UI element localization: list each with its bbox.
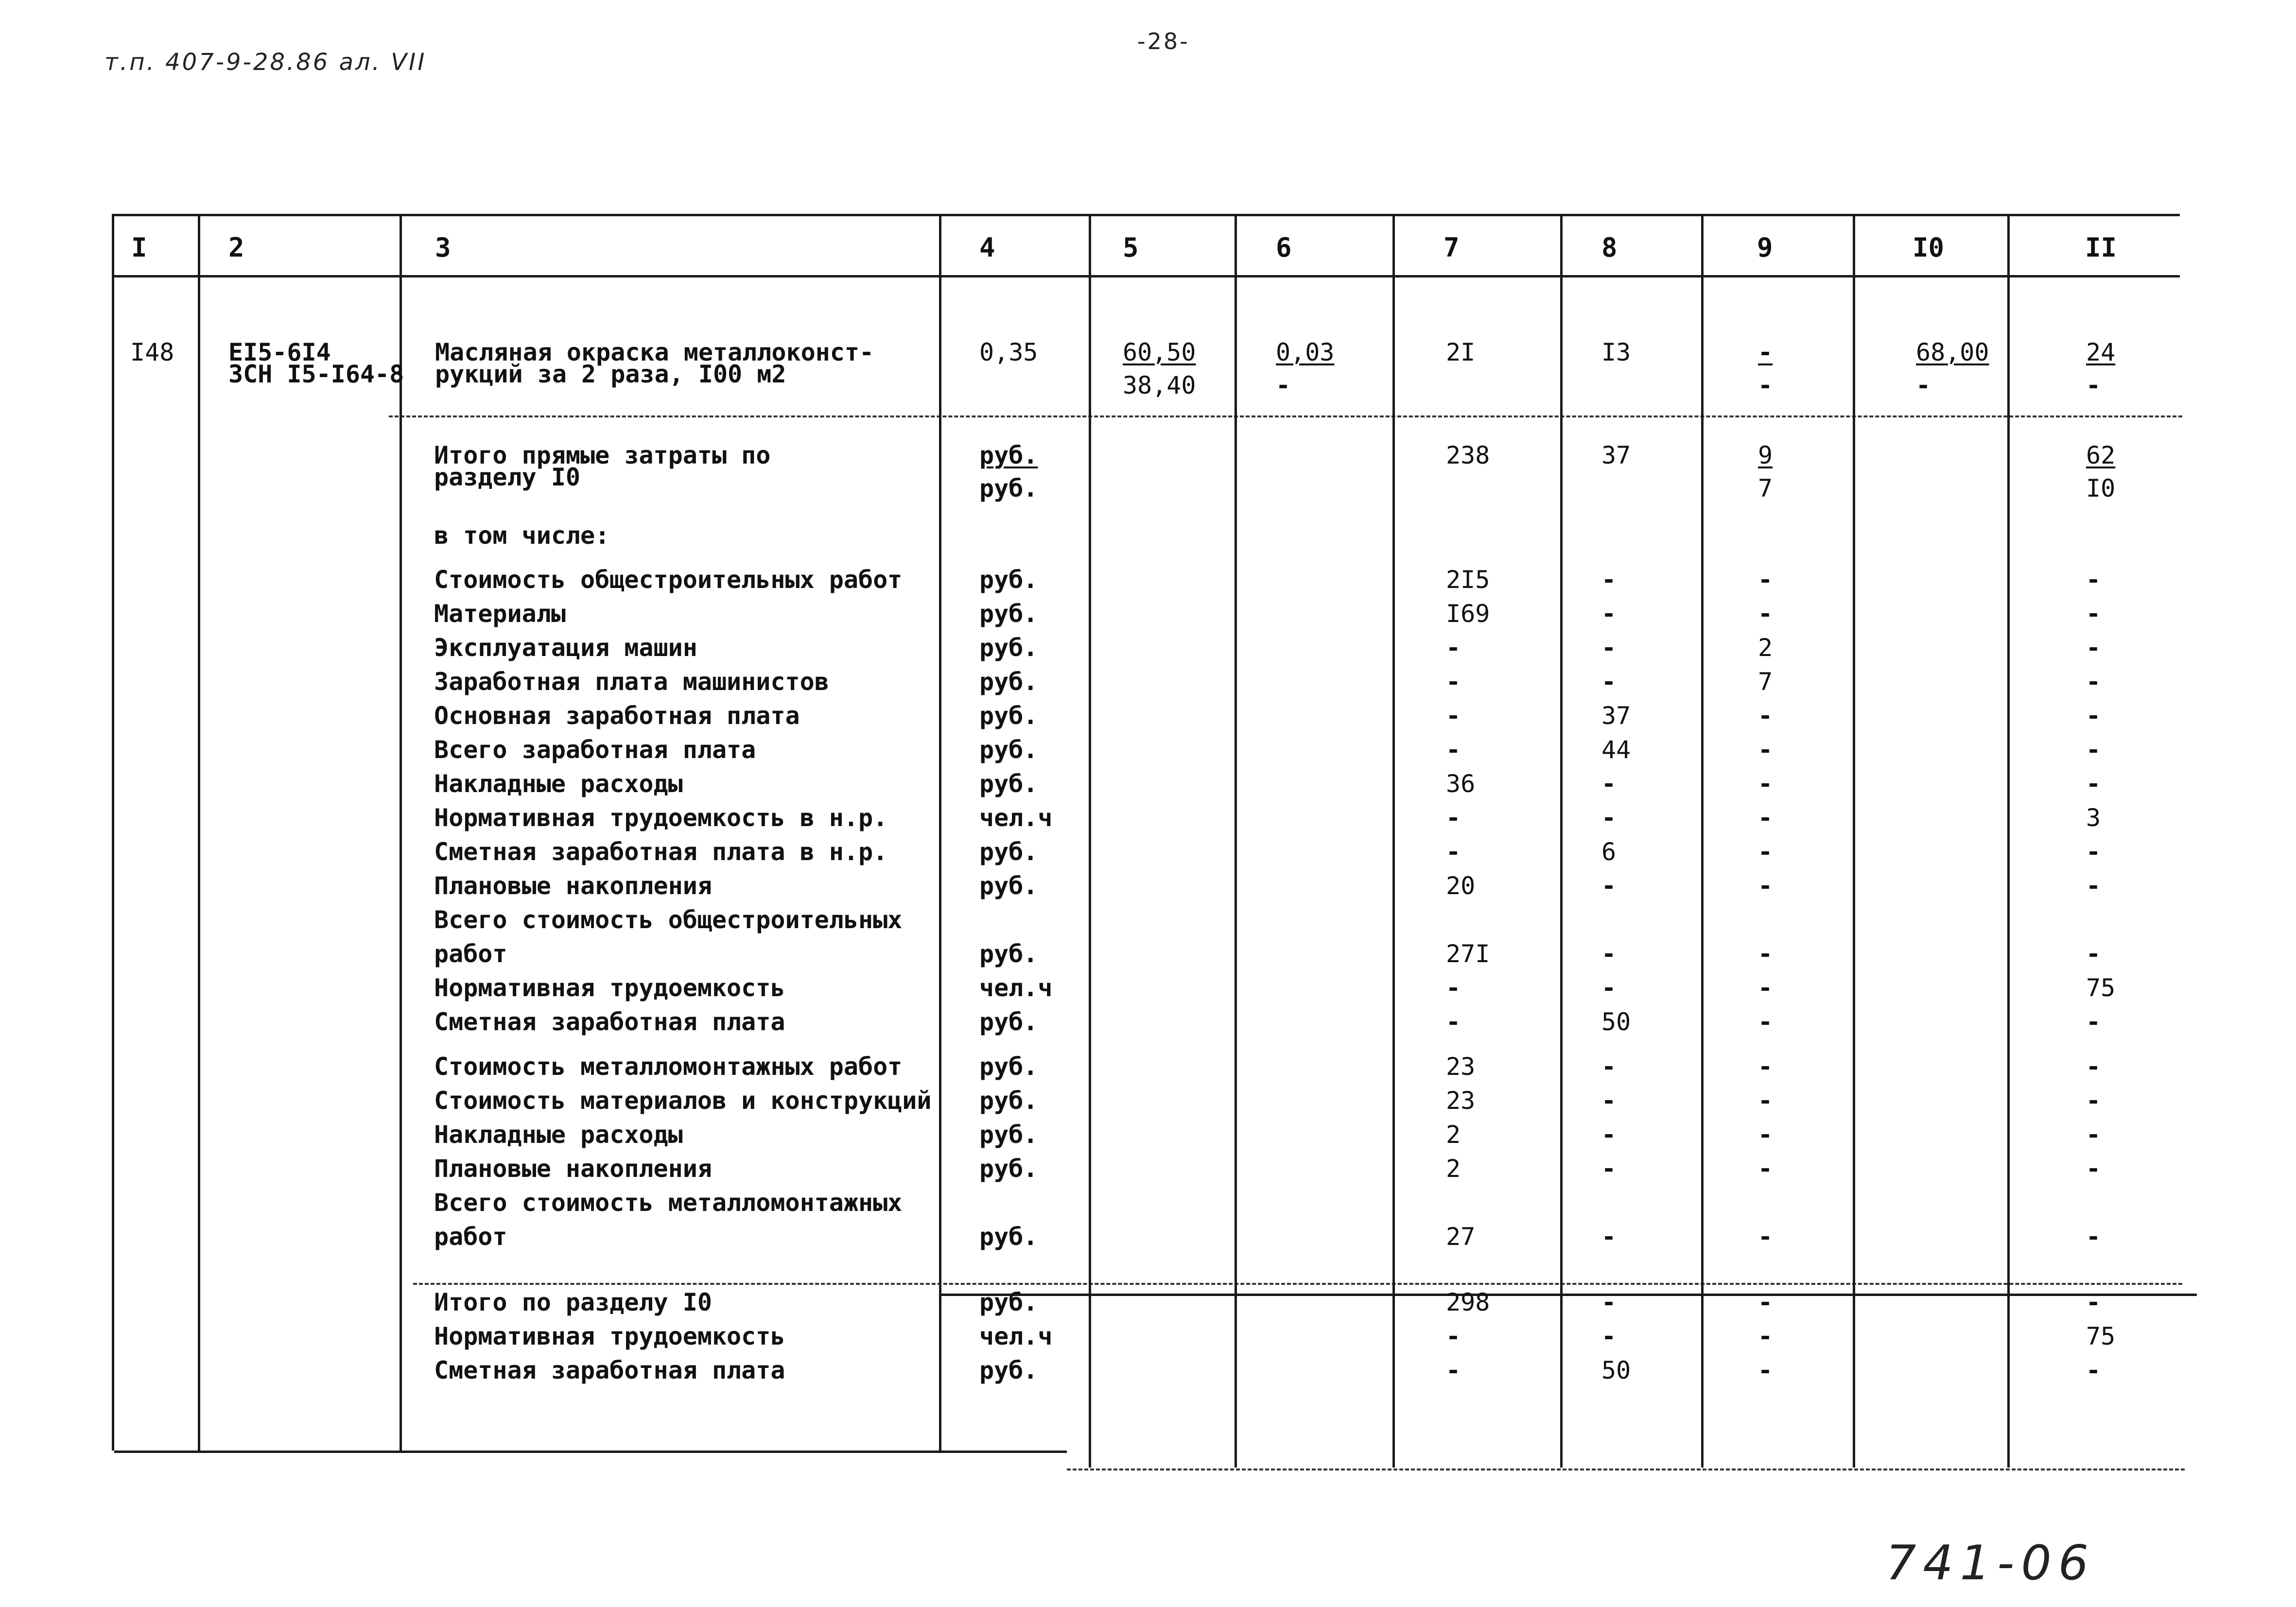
direct-costs-col11-bottom: I0 xyxy=(2086,474,2116,502)
row-unit: чел.ч xyxy=(979,974,1053,1002)
table-top-border xyxy=(112,214,2180,216)
row-col9: - xyxy=(1758,1087,1773,1115)
row-col9: - xyxy=(1758,872,1773,900)
row-col8: - xyxy=(1601,600,1617,628)
row-unit: руб. xyxy=(979,1008,1038,1036)
row-col7: - xyxy=(1446,1356,1461,1384)
item-code-2: ЗСН I5-I64-8 xyxy=(228,360,404,388)
row-col9: - xyxy=(1758,702,1773,730)
row-col8: - xyxy=(1601,804,1617,832)
col-border-2 xyxy=(400,214,402,1451)
row-col7: - xyxy=(1446,838,1461,866)
item-col11-bottom: - xyxy=(2086,371,2101,399)
row-label: Накладные расходы xyxy=(434,1121,683,1149)
row-col8: 50 xyxy=(1601,1008,1631,1036)
row-col8: - xyxy=(1601,668,1617,696)
row-col11: - xyxy=(2086,872,2101,900)
row-label: Нормативная трудоемкость xyxy=(434,1322,785,1350)
row-col7: 2 xyxy=(1446,1155,1461,1183)
row-unit: чел.ч xyxy=(979,804,1053,832)
row-col9: - xyxy=(1758,804,1773,832)
row-unit: руб. xyxy=(979,1356,1038,1384)
row-col9: - xyxy=(1758,1288,1773,1316)
row-col11: - xyxy=(2086,702,2101,730)
row-col8: - xyxy=(1601,1121,1617,1149)
row-col9: - xyxy=(1758,736,1773,764)
item-col5-bottom: 38,40 xyxy=(1123,371,1196,399)
row-col11: - xyxy=(2086,1356,2101,1384)
item-description-1: Масляная окраска металлоконст- xyxy=(435,338,874,366)
row-col7: 36 xyxy=(1446,770,1476,798)
row-col9: - xyxy=(1758,1121,1773,1149)
direct-costs-col9-top: 9 xyxy=(1758,441,1773,469)
row-col8: - xyxy=(1601,566,1617,594)
row-col9: - xyxy=(1758,940,1773,968)
row-col8: - xyxy=(1601,872,1617,900)
row-col11: - xyxy=(2086,838,2101,866)
table-bottom-border xyxy=(114,1451,1067,1453)
row-col9: - xyxy=(1758,1008,1773,1036)
subtotal-separator xyxy=(413,1283,2182,1285)
row-unit: руб. xyxy=(979,600,1038,628)
row-col8: - xyxy=(1601,1155,1617,1183)
row-col8: - xyxy=(1601,940,1617,968)
row-col7: 23 xyxy=(1446,1087,1476,1115)
row-col11: 75 xyxy=(2086,974,2116,1002)
archive-number: 741-06 xyxy=(1886,1536,2096,1591)
row-col9: 7 xyxy=(1758,668,1773,696)
row-label: Нормативная трудоемкость xyxy=(434,974,785,1002)
row-col11: - xyxy=(2086,1223,2101,1251)
item-number: I48 xyxy=(130,338,174,366)
row-col7: - xyxy=(1446,736,1461,764)
col-header-3: 3 xyxy=(435,232,451,263)
row-col11: - xyxy=(2086,1121,2101,1149)
row-col11: - xyxy=(2086,1008,2101,1036)
row-label: Плановые накопления xyxy=(434,1155,712,1183)
row-unit: руб. xyxy=(979,872,1038,900)
row-col8: 50 xyxy=(1601,1356,1631,1384)
row-unit: руб. xyxy=(979,838,1038,866)
row-col9: - xyxy=(1758,1356,1773,1384)
col-border-1 xyxy=(198,214,200,1451)
row-label: Материалы xyxy=(434,600,566,628)
row-label: Стоимость металломонтажных работ xyxy=(434,1053,903,1081)
row-col7: - xyxy=(1446,974,1461,1002)
row-unit: руб. xyxy=(979,736,1038,764)
row-col11: - xyxy=(2086,1155,2101,1183)
row-col9: - xyxy=(1758,1223,1773,1251)
row-col8: - xyxy=(1601,1087,1617,1115)
row-col8: 6 xyxy=(1601,838,1617,866)
col-header-6: 6 xyxy=(1276,232,1292,263)
col-header-2: 2 xyxy=(228,232,244,263)
col-border-5 xyxy=(1235,214,1237,1468)
col-header-7: 7 xyxy=(1444,232,1460,263)
row-label: Нормативная трудоемкость в н.р. xyxy=(434,804,888,832)
row-col7: - xyxy=(1446,668,1461,696)
row-col7: 23 xyxy=(1446,1053,1476,1081)
col-border-9 xyxy=(1853,214,1855,1468)
row-col8: - xyxy=(1601,1053,1617,1081)
row-col7: 27 xyxy=(1446,1223,1476,1251)
row-col11: - xyxy=(2086,1288,2101,1316)
row-unit: руб. xyxy=(979,940,1038,968)
row-col11: - xyxy=(2086,634,2101,662)
total-metal-label-2: работ xyxy=(434,1223,507,1251)
row-col7: - xyxy=(1446,634,1461,662)
row-unit: руб. xyxy=(979,1223,1038,1251)
total-general-label-1: Всего стоимость общестроительных xyxy=(434,906,903,934)
item-col9-top: - xyxy=(1758,338,1773,366)
total-metal-label-1: Всего стоимость металломонтажных xyxy=(434,1189,903,1217)
col-border-8 xyxy=(1701,214,1704,1468)
row-unit: руб. xyxy=(979,634,1038,662)
direct-costs-unit-1: руб. xyxy=(979,441,1038,469)
col-header-5: 5 xyxy=(1123,232,1139,263)
row-col8: - xyxy=(1601,1223,1617,1251)
col-border-10 xyxy=(2007,214,2010,1468)
row-col7: 27I xyxy=(1446,940,1490,968)
row-col9: 2 xyxy=(1758,634,1773,662)
col-header-8: 8 xyxy=(1601,232,1618,263)
item-code-1: EI5-6I4 xyxy=(228,338,331,366)
row-col9: - xyxy=(1758,1155,1773,1183)
item-col6-bottom: - xyxy=(1276,371,1291,399)
col-border-0 xyxy=(112,214,114,1451)
row-unit: руб. xyxy=(979,702,1038,730)
item-col8: I3 xyxy=(1601,338,1631,366)
page-number: -28- xyxy=(1137,28,1190,54)
item-col10-top: 68,00 xyxy=(1916,338,1989,366)
row-unit: руб. xyxy=(979,1053,1038,1081)
item-col11-top: 24 xyxy=(2086,338,2116,366)
item-separator xyxy=(389,415,2182,417)
row-col9: - xyxy=(1758,838,1773,866)
row-col7: - xyxy=(1446,804,1461,832)
row-unit: руб. xyxy=(979,566,1038,594)
row-col8: - xyxy=(1601,974,1617,1002)
row-col7: 2I5 xyxy=(1446,566,1490,594)
row-col11: 75 xyxy=(2086,1322,2116,1350)
row-col8: 37 xyxy=(1601,702,1631,730)
col-border-3 xyxy=(939,214,941,1451)
row-col8: - xyxy=(1601,1322,1617,1350)
row-label: Основная заработная плата xyxy=(434,702,800,730)
row-col7: I69 xyxy=(1446,600,1490,628)
row-col9: - xyxy=(1758,1322,1773,1350)
row-col7: 2 xyxy=(1446,1121,1461,1149)
item-col4: 0,35 xyxy=(979,338,1038,366)
item-description-2: рукций за 2 раза, I00 м2 xyxy=(435,360,786,388)
row-col7: - xyxy=(1446,702,1461,730)
direct-costs-col8: 37 xyxy=(1601,441,1631,469)
row-label: Заработная плата машинистов xyxy=(434,668,829,696)
row-label: Всего заработная плата xyxy=(434,736,756,764)
row-label: Итого по разделу I0 xyxy=(434,1288,712,1316)
row-unit: руб. xyxy=(979,1087,1038,1115)
row-col11: - xyxy=(2086,668,2101,696)
row-col9: - xyxy=(1758,770,1773,798)
direct-costs-col11-top: 62 xyxy=(2086,441,2116,469)
row-unit: руб. xyxy=(979,1155,1038,1183)
row-unit: чел.ч xyxy=(979,1322,1053,1350)
row-col7: - xyxy=(1446,1008,1461,1036)
row-col7: 20 xyxy=(1446,872,1476,900)
item-col6-top: 0,03 xyxy=(1276,338,1335,366)
col-header-9: 9 xyxy=(1757,232,1773,263)
row-label: Стоимость материалов и конструкций xyxy=(434,1087,932,1115)
col-border-7 xyxy=(1560,214,1563,1468)
row-label: Плановые накопления xyxy=(434,872,712,900)
total-general-label-2: работ xyxy=(434,940,507,968)
row-col9: - xyxy=(1758,600,1773,628)
row-col11: - xyxy=(2086,1087,2101,1115)
row-col11: - xyxy=(2086,1053,2101,1081)
row-col9: - xyxy=(1758,1053,1773,1081)
row-label: Эксплуатация машин xyxy=(434,634,697,662)
row-unit: руб. xyxy=(979,1121,1038,1149)
direct-costs-col9-bottom: 7 xyxy=(1758,474,1773,502)
item-col10-bottom: - xyxy=(1916,371,1931,399)
row-col11: - xyxy=(2086,770,2101,798)
direct-costs-label-2: разделу I0 xyxy=(434,463,581,491)
col-header-10: I0 xyxy=(1913,232,1945,263)
row-col8: - xyxy=(1601,770,1617,798)
row-col8: 44 xyxy=(1601,736,1631,764)
item-col7: 2I xyxy=(1446,338,1476,366)
row-col11: - xyxy=(2086,566,2101,594)
row-col7: - xyxy=(1446,1322,1461,1350)
row-col9: - xyxy=(1758,974,1773,1002)
row-label: Сметная заработная плата в н.р. xyxy=(434,838,888,866)
row-label: Сметная заработная плата xyxy=(434,1356,785,1384)
row-label: Сметная заработная плата xyxy=(434,1008,785,1036)
row-unit: руб. xyxy=(979,1288,1038,1316)
row-label: Стоимость общестроительных работ xyxy=(434,566,903,594)
row-col11: - xyxy=(2086,600,2101,628)
item-col5-top: 60,50 xyxy=(1123,338,1196,366)
col-header-4: 4 xyxy=(979,232,995,263)
direct-costs-col7: 238 xyxy=(1446,441,1490,469)
col-border-6 xyxy=(1392,214,1395,1468)
row-col8: - xyxy=(1601,634,1617,662)
document-code: т.п. 407-9-28.86 ал. VII xyxy=(104,49,427,76)
row-col8: - xyxy=(1601,1288,1617,1316)
including-label: в том числе: xyxy=(434,521,610,550)
row-label: Накладные расходы xyxy=(434,770,683,798)
header-bottom-border xyxy=(112,275,2180,277)
row-col9: - xyxy=(1758,566,1773,594)
row-col11: 3 xyxy=(2086,804,2101,832)
direct-costs-unit-2: руб. xyxy=(979,474,1038,502)
direct-costs-label-1: Итого прямые затраты по xyxy=(434,441,771,469)
col-header-1: I xyxy=(131,232,147,263)
col-border-4 xyxy=(1089,214,1091,1468)
col-header-11: II xyxy=(2085,232,2117,263)
row-col11: - xyxy=(2086,940,2101,968)
row-unit: руб. xyxy=(979,770,1038,798)
row-col11: - xyxy=(2086,736,2101,764)
row-unit: руб. xyxy=(979,668,1038,696)
table-bottom-dash xyxy=(1067,1469,2185,1470)
item-col9-bottom: - xyxy=(1758,371,1773,399)
row-col7: 298 xyxy=(1446,1288,1490,1316)
